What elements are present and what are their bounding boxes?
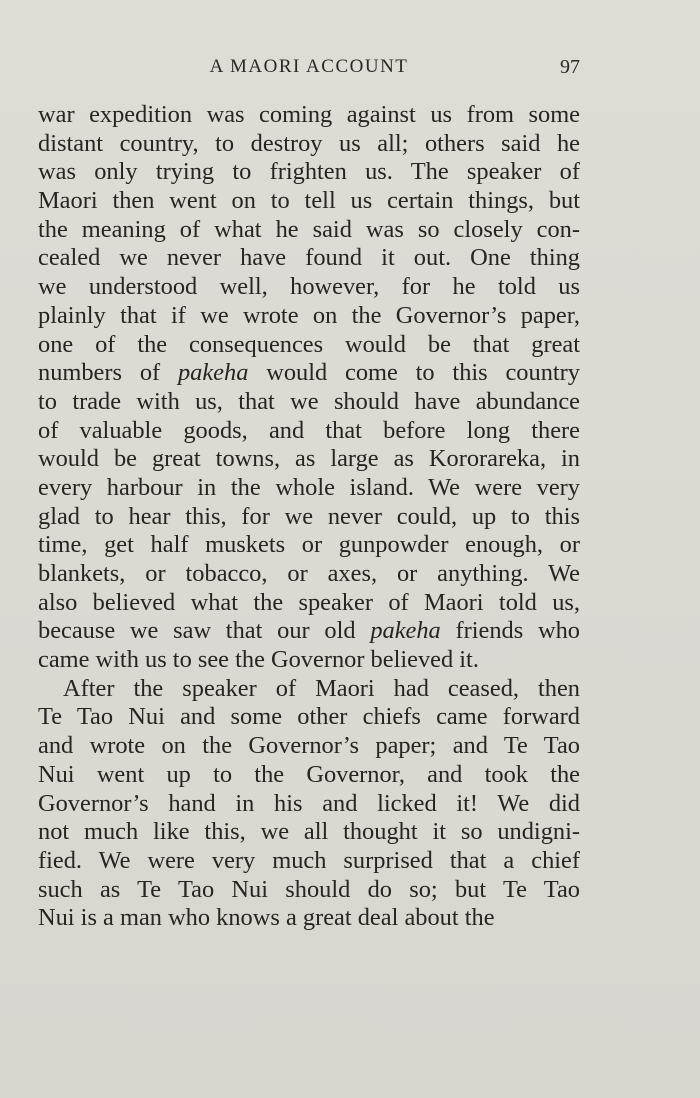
text-segment: would come to this country xyxy=(248,359,580,387)
text-line xyxy=(38,904,580,933)
text-line xyxy=(38,158,580,187)
text-line xyxy=(38,216,580,245)
text-line xyxy=(38,474,580,503)
text-segment: because we saw that our old xyxy=(38,617,371,645)
text-line xyxy=(38,331,580,360)
text-segment: would be great towns, as large as Kororareka, in xyxy=(38,445,580,473)
text-line xyxy=(38,646,580,675)
text-line xyxy=(38,675,580,704)
text-line xyxy=(38,244,580,273)
text-line xyxy=(38,302,580,331)
text-line xyxy=(38,761,580,790)
text-line xyxy=(38,617,580,646)
text-segment: not much like this, we all thought it so undigni- xyxy=(38,818,580,846)
text-segment: we understood well, however, for he told us xyxy=(38,273,580,301)
body-text xyxy=(38,101,580,933)
text-segment: came with us to see the Governor believed it. xyxy=(38,646,479,674)
page-header xyxy=(38,56,580,82)
italic-word: pakeha xyxy=(370,617,441,645)
text-line xyxy=(38,388,580,417)
text-line xyxy=(38,560,580,589)
text-line xyxy=(38,790,580,819)
text-segment: also believed what the speaker of Maori told us, xyxy=(38,588,580,616)
page-number: 97 xyxy=(560,56,580,78)
text-segment: and wrote on the Governor’s paper; and Te Tao xyxy=(38,732,580,760)
text-line xyxy=(38,359,580,388)
text-segment: blankets, or tobacco, or axes, or anything. We xyxy=(38,560,580,587)
text-line xyxy=(38,273,580,302)
italic-word: pakeha xyxy=(177,359,249,387)
text-line xyxy=(38,732,580,761)
text-segment: cealed we never have found it out. One thing xyxy=(38,244,580,272)
text-segment: of valuable goods, and that before long there xyxy=(38,416,580,444)
text-segment: After the speaker of Maori had ceased, then xyxy=(63,674,580,702)
text-segment: plainly that if we wrote on the Governor’s paper, xyxy=(38,301,580,329)
text-segment: was only trying to frighten us. The speaker of xyxy=(38,158,580,186)
text-line xyxy=(38,847,580,876)
text-line xyxy=(38,876,580,905)
running-head: A MAORI ACCOUNT xyxy=(209,56,409,77)
text-segment: Nui is a man who knows a great deal about the xyxy=(38,904,495,932)
text-segment: one of the consequences would be that great xyxy=(38,330,580,358)
text-line xyxy=(38,503,580,532)
text-line xyxy=(38,130,580,159)
text-segment: the meaning of what he said was so closely con- xyxy=(38,215,580,243)
text-segment: Governor’s hand in his and licked it! We did xyxy=(38,789,580,817)
text-segment: Maori then went on to tell us certain things, but xyxy=(38,187,580,215)
text-segment: numbers of xyxy=(38,359,178,387)
text-segment: such as Te Tao Nui should do so; but Te Tao xyxy=(38,875,580,903)
text-line xyxy=(38,531,580,560)
text-line xyxy=(38,589,580,618)
text-segment: friends who xyxy=(440,617,580,645)
text-segment: to trade with us, that we should have abundance xyxy=(38,387,580,415)
text-segment: Nui went up to the Governor, and took the xyxy=(38,760,580,788)
text-line xyxy=(38,187,580,216)
text-line xyxy=(38,703,580,732)
text-segment: every harbour in the whole island. We were very xyxy=(38,473,580,501)
text-segment: war expedition was coming against us from some xyxy=(38,101,580,128)
text-segment: Te Tao Nui and some other chiefs came forward xyxy=(38,703,580,731)
text-line xyxy=(38,818,580,847)
text-segment: fied. We were very much surprised that a chief xyxy=(38,846,580,874)
text-segment: distant country, to destroy us all; others said he xyxy=(38,129,580,157)
text-line xyxy=(38,445,580,474)
text-segment: time, get half muskets or gunpowder enough, or xyxy=(38,531,580,559)
text-segment: glad to hear this, for we never could, up to this xyxy=(38,502,580,530)
text-line xyxy=(38,101,580,130)
text-line xyxy=(38,417,580,446)
